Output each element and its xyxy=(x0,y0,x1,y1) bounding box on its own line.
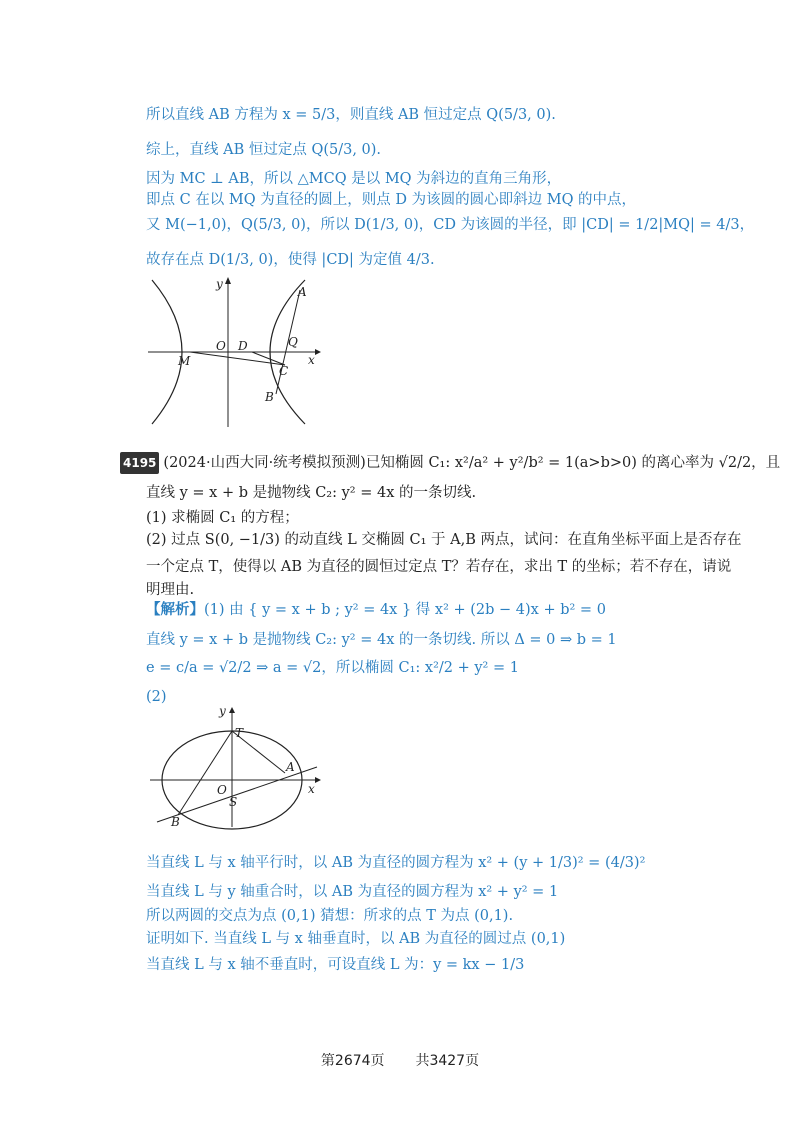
label-o: O xyxy=(217,783,227,797)
hyperbola-figure xyxy=(140,272,330,432)
problem-number: 4195 xyxy=(120,452,159,474)
analysis-line-2: 直线 y = x + b 是抛物线 C₂: y² = 4x 的一条切线. 所以 Δ = 0 ⇒ b = 1 xyxy=(146,632,617,648)
problem-text-1: (2024·山西大同·统考模拟预测)已知椭圆 C₁: x²/a² + y²/b² = 1(a>b>0) 的离心率为 √2/2，且 xyxy=(163,455,781,471)
solution-line-2: 综上，直线 AB 恒过定点 Q(5/3, 0). xyxy=(146,142,382,158)
page-footer xyxy=(0,1050,800,1070)
solution-bottom-2: 当直线 L 与 y 轴重合时，以 AB 为直径的圆方程为 x² + y² = 1 xyxy=(146,884,559,900)
label-y: y xyxy=(216,277,223,291)
solution-line-1: 所以直线 AB 方程为 x = 5/3，则直线 AB 恒过定点 Q(5/3, 0). xyxy=(146,107,556,123)
label-a: A xyxy=(286,760,295,774)
problem-line-5: 一个定点 T，使得以 AB 为直径的圆恒过定点 T？若存在，求出 T 的坐标；若不存在，请说 xyxy=(146,559,732,575)
label-d: D xyxy=(238,339,248,353)
label-m: M xyxy=(178,354,191,368)
label-c: C xyxy=(279,364,289,378)
solution-line-6: 故存在点 D(1/3, 0)，使得 |CD| 为定值 4/3. xyxy=(146,252,435,268)
label-b: B xyxy=(171,815,180,829)
solution-bottom-3: 所以两圆的交点为点 (0,1) 猜想：所求的点 T 为点 (0,1). xyxy=(146,908,514,924)
page-number: 第2674页 xyxy=(320,1053,385,1069)
label-s: S xyxy=(229,795,238,809)
analysis-label: 【解析】 xyxy=(146,601,204,618)
label-o: O xyxy=(216,339,226,353)
label-b: B xyxy=(265,390,274,404)
label-y: y xyxy=(219,705,226,718)
analysis-text-1: (1) 由 { y = x + b ; y² = 4x } 得 x² + (2b − 4)x + b² = 0 xyxy=(204,602,606,618)
solution-bottom-5: 当直线 L 与 x 轴不垂直时，可设直线 L 为：y = kx − 1/3 xyxy=(146,957,525,973)
solution-line-3: 因为 MC ⊥ AB，所以 △MCQ 是以 MQ 为斜边的直角三角形， xyxy=(146,171,562,187)
problem-line-6: 明理由. xyxy=(146,582,195,598)
problem-line-1 xyxy=(120,452,780,474)
problem-line-2: 直线 y = x + b 是抛物线 C₂: y² = 4x 的一条切线. xyxy=(146,485,477,501)
label-q: Q xyxy=(288,335,298,349)
solution-line-4: 即点 C 在以 MQ 为直径的圆上，则点 D 为该圆的圆心即斜边 MQ 的中点， xyxy=(146,192,637,208)
analysis-line-4: (2) xyxy=(146,689,167,705)
page-total: 共3427页 xyxy=(415,1053,480,1069)
problem-line-4: (2) 过点 S(0, −1/3) 的动直线 L 交椭圆 C₁ 于 A,B 两点，试问：在直角坐标平面上是否存在 xyxy=(146,532,742,548)
analysis-line-1 xyxy=(146,600,606,620)
problem-line-3: (1) 求椭圆 C₁ 的方程； xyxy=(146,510,299,526)
solution-bottom-4: 证明如下. 当直线 L 与 x 轴垂直时，以 AB 为直径的圆过点 (0,1) xyxy=(146,931,566,947)
label-x: x xyxy=(308,353,315,367)
label-a: A xyxy=(298,285,307,299)
analysis-line-3: e = c/a = √2/2 ⇒ a = √2，所以椭圆 C₁: x²/2 + y² = 1 xyxy=(146,660,519,676)
solution-line-5: 又 M(−1,0)，Q(5/3, 0)，所以 D(1/3, 0)，CD 为该圆的半径，即 |CD| = 1/2|MQ| = 4/3， xyxy=(146,217,755,233)
ellipse-figure xyxy=(145,705,325,830)
solution-bottom-1: 当直线 L 与 x 轴平行时，以 AB 为直径的圆方程为 x² + (y + 1/3)² = (4/3)² xyxy=(146,855,646,871)
label-x: x xyxy=(308,782,315,796)
label-t: T xyxy=(235,726,244,740)
